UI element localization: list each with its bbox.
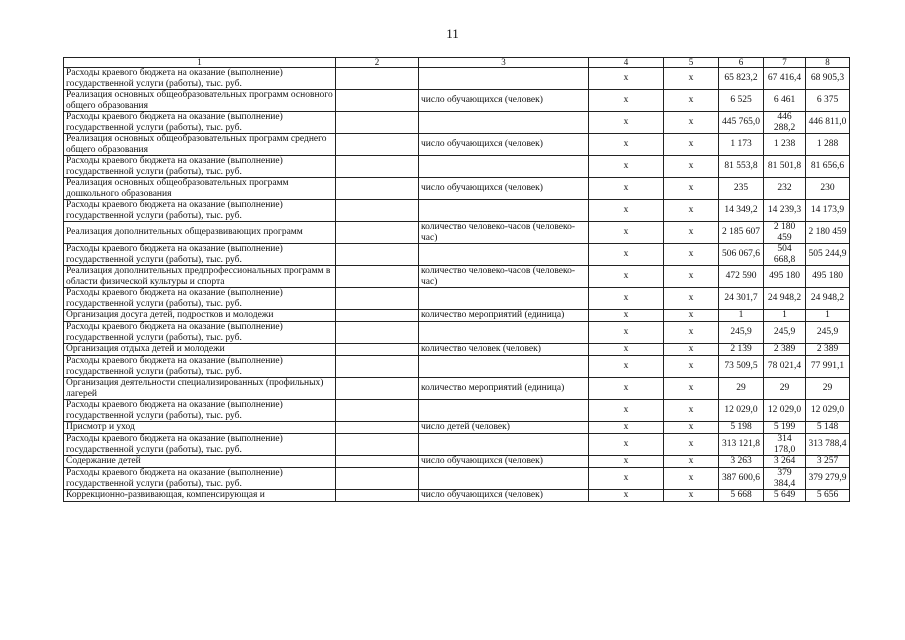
cell-col-5: x xyxy=(664,400,719,422)
cell-col-1: Расходы краевого бюджета на оказание (выполнение) государственной услуги (работы), тыс. руб. xyxy=(64,288,336,310)
cell-col-3: число обучающихся (человек) xyxy=(419,178,589,200)
cell-col-7: 495 180 xyxy=(764,266,806,288)
cell-col-1: Расходы краевого бюджета на оказание (выполнение) государственной услуги (работы), тыс. руб. xyxy=(64,200,336,222)
cell-col-5: x xyxy=(664,178,719,200)
cell-col-5: x xyxy=(664,344,719,356)
table-row xyxy=(64,322,850,344)
table-row xyxy=(64,456,850,468)
table-row xyxy=(64,468,850,490)
cell-col-2 xyxy=(336,434,419,456)
cell-col-4: x xyxy=(589,68,664,90)
table-row xyxy=(64,134,850,156)
cell-col-8: 1 xyxy=(806,310,850,322)
cell-col-2 xyxy=(336,266,419,288)
cell-col-5: x xyxy=(664,222,719,244)
cell-col-5: x xyxy=(664,356,719,378)
table-row xyxy=(64,222,850,244)
cell-col-7: 446 288,2 xyxy=(764,112,806,134)
cell-col-4: x xyxy=(589,178,664,200)
cell-col-6: 313 121,8 xyxy=(719,434,764,456)
cell-col-4: x xyxy=(589,200,664,222)
cell-col-8: 6 375 xyxy=(806,90,850,112)
cell-col-1: Расходы краевого бюджета на оказание (выполнение) государственной услуги (работы), тыс. руб. xyxy=(64,112,336,134)
cell-col-2 xyxy=(336,344,419,356)
cell-col-2 xyxy=(336,112,419,134)
cell-col-1: Реализация основных общеобразовательных программ основного общего образования xyxy=(64,90,336,112)
cell-col-5: x xyxy=(664,244,719,266)
cell-col-8: 3 257 xyxy=(806,456,850,468)
cell-col-5: x xyxy=(664,434,719,456)
cell-col-6: 1 173 xyxy=(719,134,764,156)
cell-col-4: x xyxy=(589,134,664,156)
cell-col-8: 14 173,9 xyxy=(806,200,850,222)
cell-col-8: 313 788,4 xyxy=(806,434,850,456)
cell-col-3 xyxy=(419,112,589,134)
cell-col-7: 14 239,3 xyxy=(764,200,806,222)
cell-col-8: 379 279,9 xyxy=(806,468,850,490)
header-row xyxy=(64,58,850,68)
cell-col-1: Расходы краевого бюджета на оказание (выполнение) государственной услуги (работы), тыс. руб. xyxy=(64,322,336,344)
cell-col-3: количество человеко-часов (человеко-час) xyxy=(419,222,589,244)
cell-col-5: x xyxy=(664,322,719,344)
header-cell: 4 xyxy=(589,58,664,68)
cell-col-1: Расходы краевого бюджета на оказание (выполнение) государственной услуги (работы), тыс. руб. xyxy=(64,244,336,266)
cell-col-2 xyxy=(336,178,419,200)
cell-col-6: 73 509,5 xyxy=(719,356,764,378)
cell-col-2 xyxy=(336,378,419,400)
cell-col-4: x xyxy=(589,468,664,490)
cell-col-5: x xyxy=(664,134,719,156)
cell-col-2 xyxy=(336,356,419,378)
cell-col-7: 245,9 xyxy=(764,322,806,344)
table-row xyxy=(64,356,850,378)
cell-col-7: 314 178,0 xyxy=(764,434,806,456)
cell-col-1: Реализация основных общеобразовательных программ среднего общего образования xyxy=(64,134,336,156)
cell-col-3 xyxy=(419,434,589,456)
cell-col-2 xyxy=(336,156,419,178)
cell-col-8: 1 288 xyxy=(806,134,850,156)
budget-table xyxy=(63,57,850,502)
table-row xyxy=(64,378,850,400)
cell-col-3: число обучающихся (человек) xyxy=(419,134,589,156)
header-cell: 3 xyxy=(419,58,589,68)
cell-col-6: 12 029,0 xyxy=(719,400,764,422)
cell-col-6: 445 765,0 xyxy=(719,112,764,134)
header-cell: 5 xyxy=(664,58,719,68)
cell-col-3: число обучающихся (человек) xyxy=(419,456,589,468)
cell-col-5: x xyxy=(664,68,719,90)
cell-col-6: 506 067,6 xyxy=(719,244,764,266)
cell-col-4: x xyxy=(589,90,664,112)
cell-col-1: Реализация основных общеобразовательных программ дошкольного образования xyxy=(64,178,336,200)
cell-col-1: Коррекционно-развивающая, компенсирующая и xyxy=(64,490,336,502)
cell-col-5: x xyxy=(664,378,719,400)
table-row xyxy=(64,490,850,502)
table-row xyxy=(64,266,850,288)
cell-col-7: 24 948,2 xyxy=(764,288,806,310)
table-row xyxy=(64,288,850,310)
cell-col-5: x xyxy=(664,266,719,288)
cell-col-8: 12 029,0 xyxy=(806,400,850,422)
cell-col-6: 65 823,2 xyxy=(719,68,764,90)
table-row xyxy=(64,200,850,222)
cell-col-5: x xyxy=(664,90,719,112)
cell-col-6: 2 185 607 xyxy=(719,222,764,244)
cell-col-5: x xyxy=(664,288,719,310)
table-row xyxy=(64,68,850,90)
cell-col-4: x xyxy=(589,456,664,468)
cell-col-4: x xyxy=(589,400,664,422)
cell-col-6: 2 139 xyxy=(719,344,764,356)
cell-col-7: 1 238 xyxy=(764,134,806,156)
table-row xyxy=(64,344,850,356)
cell-col-2 xyxy=(336,456,419,468)
cell-col-8: 5 148 xyxy=(806,422,850,434)
cell-col-1: Организация отдыха детей и молодежи xyxy=(64,344,336,356)
cell-col-6: 3 263 xyxy=(719,456,764,468)
cell-col-1: Организация деятельности специализированных (профильных) лагерей xyxy=(64,378,336,400)
cell-col-2 xyxy=(336,322,419,344)
cell-col-4: x xyxy=(589,434,664,456)
cell-col-2 xyxy=(336,468,419,490)
cell-col-6: 29 xyxy=(719,378,764,400)
cell-col-2 xyxy=(336,68,419,90)
table-row xyxy=(64,156,850,178)
table-row xyxy=(64,178,850,200)
cell-col-1: Расходы краевого бюджета на оказание (выполнение) государственной услуги (работы), тыс. руб. xyxy=(64,68,336,90)
cell-col-2 xyxy=(336,222,419,244)
cell-col-5: x xyxy=(664,468,719,490)
cell-col-3: количество мероприятий (единица) xyxy=(419,310,589,322)
header-cell: 7 xyxy=(764,58,806,68)
cell-col-2 xyxy=(336,422,419,434)
header-cell: 2 xyxy=(336,58,419,68)
cell-col-1: Расходы краевого бюджета на оказание (выполнение) государственной услуги (работы), тыс. руб. xyxy=(64,434,336,456)
cell-col-2 xyxy=(336,490,419,502)
cell-col-7: 1 xyxy=(764,310,806,322)
cell-col-6: 5 668 xyxy=(719,490,764,502)
cell-col-4: x xyxy=(589,244,664,266)
cell-col-3: число обучающихся (человек) xyxy=(419,490,589,502)
cell-col-8: 245,9 xyxy=(806,322,850,344)
cell-col-5: x xyxy=(664,422,719,434)
cell-col-5: x xyxy=(664,200,719,222)
table-row xyxy=(64,244,850,266)
cell-col-5: x xyxy=(664,456,719,468)
cell-col-8: 446 811,0 xyxy=(806,112,850,134)
cell-col-8: 24 948,2 xyxy=(806,288,850,310)
cell-col-5: x xyxy=(664,156,719,178)
cell-col-4: x xyxy=(589,378,664,400)
cell-col-8: 77 991,1 xyxy=(806,356,850,378)
cell-col-1: Присмотр и уход xyxy=(64,422,336,434)
cell-col-6: 5 198 xyxy=(719,422,764,434)
cell-col-7: 5 199 xyxy=(764,422,806,434)
cell-col-4: x xyxy=(589,288,664,310)
cell-col-4: x xyxy=(589,266,664,288)
cell-col-2 xyxy=(336,400,419,422)
cell-col-8: 81 656,6 xyxy=(806,156,850,178)
cell-col-7: 3 264 xyxy=(764,456,806,468)
cell-col-6: 245,9 xyxy=(719,322,764,344)
table-row xyxy=(64,434,850,456)
cell-col-6: 387 600,6 xyxy=(719,468,764,490)
cell-col-1: Реализация дополнительных общеразвивающих программ xyxy=(64,222,336,244)
cell-col-8: 2 180 459 xyxy=(806,222,850,244)
cell-col-8: 495 180 xyxy=(806,266,850,288)
cell-col-2 xyxy=(336,200,419,222)
cell-col-7: 5 649 xyxy=(764,490,806,502)
cell-col-3 xyxy=(419,200,589,222)
cell-col-6: 6 525 xyxy=(719,90,764,112)
cell-col-7: 2 180 459 xyxy=(764,222,806,244)
cell-col-3: число детей (человек) xyxy=(419,422,589,434)
header-cell: 6 xyxy=(719,58,764,68)
cell-col-7: 67 416,4 xyxy=(764,68,806,90)
cell-col-7: 29 xyxy=(764,378,806,400)
cell-col-4: x xyxy=(589,344,664,356)
table-row xyxy=(64,422,850,434)
cell-col-1: Расходы краевого бюджета на оказание (выполнение) государственной услуги (работы), тыс. руб. xyxy=(64,156,336,178)
cell-col-6: 81 553,8 xyxy=(719,156,764,178)
cell-col-3: количество человек (человек) xyxy=(419,344,589,356)
cell-col-4: x xyxy=(589,322,664,344)
cell-col-4: x xyxy=(589,156,664,178)
cell-col-3: число обучающихся (человек) xyxy=(419,90,589,112)
cell-col-6: 472 590 xyxy=(719,266,764,288)
cell-col-3: количество человеко-часов (человеко-час) xyxy=(419,266,589,288)
cell-col-2 xyxy=(336,244,419,266)
cell-col-7: 81 501,8 xyxy=(764,156,806,178)
cell-col-3 xyxy=(419,356,589,378)
cell-col-5: x xyxy=(664,490,719,502)
page-number: 11 xyxy=(446,26,459,41)
cell-col-3 xyxy=(419,288,589,310)
table-body xyxy=(64,68,850,502)
cell-col-8: 68 905,3 xyxy=(806,68,850,90)
cell-col-1: Содержание детей xyxy=(64,456,336,468)
cell-col-3 xyxy=(419,322,589,344)
cell-col-1: Расходы краевого бюджета на оказание (выполнение) государственной услуги (работы), тыс. руб. xyxy=(64,400,336,422)
cell-col-8: 5 656 xyxy=(806,490,850,502)
cell-col-2 xyxy=(336,134,419,156)
cell-col-5: x xyxy=(664,112,719,134)
cell-col-4: x xyxy=(589,112,664,134)
cell-col-1: Реализация дополнительных предпрофессиональных программ в области физической культуры и спорта xyxy=(64,266,336,288)
cell-col-7: 12 029,0 xyxy=(764,400,806,422)
cell-col-1: Организация досуга детей, подростков и молодежи xyxy=(64,310,336,322)
cell-col-4: x xyxy=(589,356,664,378)
cell-col-7: 504 668,8 xyxy=(764,244,806,266)
cell-col-8: 2 389 xyxy=(806,344,850,356)
cell-col-4: x xyxy=(589,222,664,244)
cell-col-7: 232 xyxy=(764,178,806,200)
cell-col-8: 29 xyxy=(806,378,850,400)
cell-col-3 xyxy=(419,244,589,266)
cell-col-4: x xyxy=(589,310,664,322)
header-cell: 8 xyxy=(806,58,850,68)
cell-col-4: x xyxy=(589,490,664,502)
cell-col-3 xyxy=(419,400,589,422)
cell-col-7: 78 021,4 xyxy=(764,356,806,378)
cell-col-6: 14 349,2 xyxy=(719,200,764,222)
cell-col-3 xyxy=(419,68,589,90)
header-cell: 1 xyxy=(64,58,336,68)
cell-col-7: 379 384,4 xyxy=(764,468,806,490)
cell-col-8: 505 244,9 xyxy=(806,244,850,266)
table-row xyxy=(64,310,850,322)
cell-col-1: Расходы краевого бюджета на оказание (выполнение) государственной услуги (работы), тыс. руб. xyxy=(64,468,336,490)
cell-col-2 xyxy=(336,90,419,112)
cell-col-7: 2 389 xyxy=(764,344,806,356)
table-row xyxy=(64,400,850,422)
cell-col-3 xyxy=(419,468,589,490)
cell-col-6: 1 xyxy=(719,310,764,322)
cell-col-2 xyxy=(336,310,419,322)
cell-col-8: 230 xyxy=(806,178,850,200)
cell-col-3 xyxy=(419,156,589,178)
cell-col-6: 24 301,7 xyxy=(719,288,764,310)
cell-col-5: x xyxy=(664,310,719,322)
table-row xyxy=(64,112,850,134)
cell-col-2 xyxy=(336,288,419,310)
table-row xyxy=(64,90,850,112)
cell-col-7: 6 461 xyxy=(764,90,806,112)
cell-col-4: x xyxy=(589,422,664,434)
cell-col-1: Расходы краевого бюджета на оказание (выполнение) государственной услуги (работы), тыс. руб. xyxy=(64,356,336,378)
cell-col-3: количество мероприятий (единица) xyxy=(419,378,589,400)
cell-col-6: 235 xyxy=(719,178,764,200)
